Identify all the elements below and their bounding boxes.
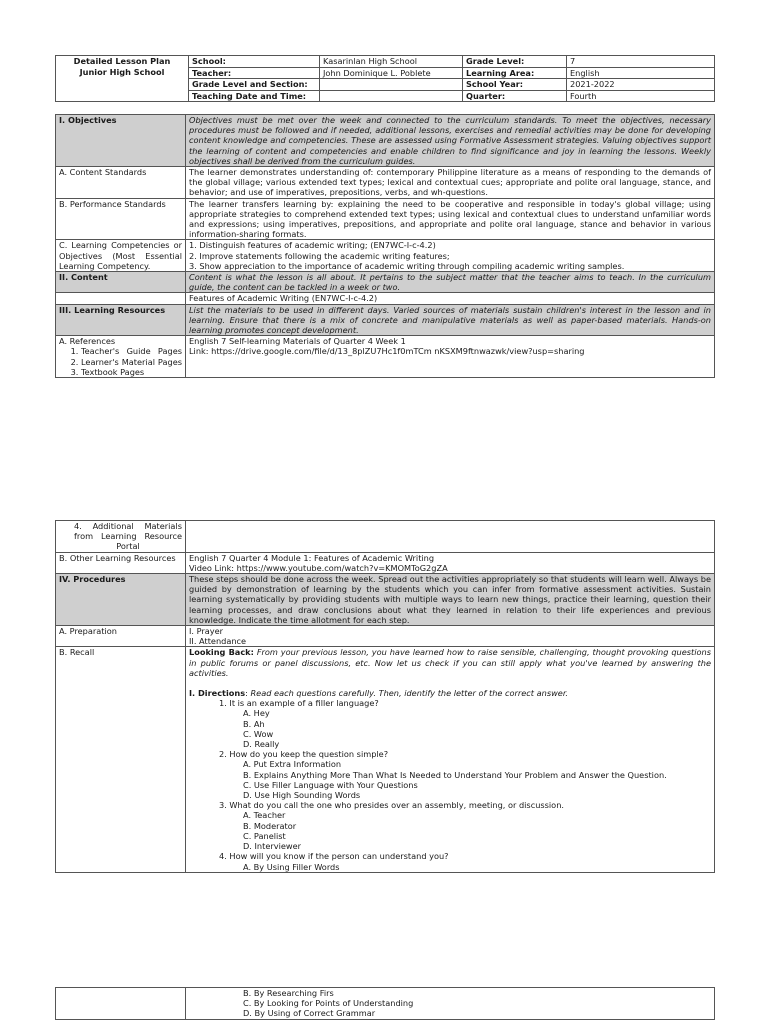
resources-text: List the materials to be used in different days. Varied sources of materials sustain children's interest in the lesson and in learning. Ensure that there is a mix of concrete and manipulative materials as well as paper-based materials. Hands-on learning promotes concept development. <box>186 304 715 336</box>
title-line-2: Junior High School <box>79 66 165 77</box>
objectives-label: I. Objectives <box>56 115 186 167</box>
q3-choice-c: C. Panelist <box>243 830 286 841</box>
preparation-row <box>56 626 715 647</box>
q1-choice-c: C. Wow <box>243 728 274 739</box>
q2-choice-d: D. Use High Sounding Words <box>243 790 361 801</box>
q4-choice-a: A. By Using Filler Words <box>243 861 340 872</box>
question-4: 4. How will you know if the person can understand you? <box>219 851 449 862</box>
grade-section-value <box>320 79 463 91</box>
content-label: II. Content <box>56 272 186 293</box>
recall-continued <box>186 988 715 1020</box>
recall-row <box>56 647 715 872</box>
q4-choice-d: D. By Using of Correct Grammar <box>243 1008 376 1019</box>
preparation-prayer: I. Prayer <box>189 626 224 637</box>
quarter-label: Quarter: <box>463 90 567 102</box>
objectives-row <box>56 115 715 167</box>
content-row <box>56 272 715 293</box>
content-topic: Features of Academic Writing (EN7WC-I-c-4.2) <box>186 293 715 304</box>
competency-item: 3. Show appreciation to the importance of academic writing through compiling academic writing samples. <box>189 260 625 271</box>
other-resources-row <box>56 552 715 573</box>
q2-choice-b: B. Explains Anything More Than What Is Needed to Understand Your Problem and Answer the Question. <box>243 769 667 780</box>
teaching-date-label: Teaching Date and Time: <box>189 90 320 102</box>
content-standards-label: A. Content Standards <box>56 167 186 199</box>
teachers-guide-pages: 1. Teacher's Guide Pages <box>81 346 182 356</box>
q2-choice-a: A. Put Extra Information <box>243 759 342 770</box>
competency-item: 2. Improve statements following the academic writing features; <box>189 250 450 261</box>
question-1: 1. It is an example of a filler language? <box>219 698 379 709</box>
competency-item: 1. Distinguish features of academic writing; (EN7WC-I-c-4.2) <box>189 240 436 251</box>
directions-line: I. Directions: Read each questions carefully. Then, identify the letter of the correct answer. <box>189 688 569 699</box>
lesson-table-page-1 <box>55 114 715 378</box>
quarter-value: Fourth <box>567 90 715 102</box>
lesson-plan-title <box>56 56 189 102</box>
other-resources-values <box>186 552 715 573</box>
content-text: Content is what the lesson is all about. It pertains to the subject matter that the teacher aims to teach. In the curriculum guide, the content can be tackled in a week or two. <box>186 272 715 293</box>
q1-choice-b: B. Ah <box>243 718 265 729</box>
other-resources-label: B. Other Learning Resources <box>56 552 186 573</box>
school-value: Kasarinlan High School <box>320 56 463 68</box>
recall-content <box>186 647 715 872</box>
resources-row <box>56 304 715 336</box>
recall-label: B. Recall <box>56 647 186 872</box>
content-standards-text: The learner demonstrates understanding of: contemporary Philippine literature as a means of responding to the demands of the global village; various extended text types; lexical and contextual cues; appropriate and polite oral language, stance, and behavior; and use of imperatives, prepositions, verbs, and wh-questions. <box>186 167 715 199</box>
q3-choice-d: D. Interviewer <box>243 841 301 852</box>
school-year-value: 2021-2022 <box>567 79 715 91</box>
teacher-value: John Dominique L. Poblete <box>320 67 463 79</box>
school-label: School: <box>189 56 320 68</box>
competencies-label: C. Learning Competencies or Objectives (Most Essential Learning Competency. <box>56 240 186 272</box>
directions-text: Read each questions carefully. Then, identify the letter of the correct answer. <box>250 688 569 699</box>
learning-area-label: Learning Area: <box>463 67 567 79</box>
looking-back-title: Looking Back: <box>189 647 254 658</box>
content-topic-row <box>56 293 715 304</box>
references-cell <box>56 336 186 378</box>
teaching-date-value <box>320 90 463 102</box>
q4-choice-b: B. By Researching Firs <box>243 988 334 998</box>
reference-material: English 7 Self-learning Materials of Quarter 4 Week 1 <box>189 336 406 347</box>
grade-section-label: Grade Level and Section: <box>189 79 320 91</box>
lesson-table-page-3 <box>55 987 715 1020</box>
additional-materials-row <box>56 521 715 553</box>
resources-label: III. Learning Resources <box>56 304 186 336</box>
references-sublist <box>59 346 182 377</box>
preparation-label: A. Preparation <box>56 626 186 647</box>
references-label: A. References <box>59 336 116 347</box>
lesson-table-page-2 <box>55 520 715 873</box>
q3-choice-a: A. Teacher <box>243 810 286 821</box>
objectives-text: Objectives must be met over the week and connected to the curriculum standards. To meet the objectives, necessary procedures must be followed and if needed, additional lessons, exercises and remedial activities may be done for developing content knowledge and competencies. These are assessed using Formative Assessment strategies. Valuing objectives support the learning of content and competencies and enable children to find significance and joy in learning the lessons. Weekly objectives shall be derived from the curriculum guides. <box>186 115 715 167</box>
grade-level-label: Grade Level: <box>463 56 567 68</box>
q1-choice-d: D. Really <box>243 739 280 750</box>
procedures-label: IV. Procedures <box>56 574 186 626</box>
learners-material-pages: 2. Learner's Material Pages <box>81 357 182 367</box>
preparation-items <box>186 626 715 647</box>
other-resource-module: English 7 Quarter 4 Module 1: Features of Academic Writing <box>189 552 435 563</box>
content-standards-row <box>56 167 715 199</box>
directions-title: I. Directions <box>189 688 246 699</box>
additional-materials-label: 4. Additional Materials from Learning Resource Portal <box>56 521 186 553</box>
textbook-pages: 3. Textbook Pages <box>81 367 182 377</box>
looking-back-paragraph <box>189 647 711 678</box>
title-line-1: Detailed Lesson Plan <box>73 56 171 66</box>
q3-choice-b: B. Moderator <box>243 820 297 831</box>
question-3: 3. What do you call the one who presides over an assembly, meeting, or discussion. <box>219 800 564 811</box>
school-year-label: School Year: <box>463 79 567 91</box>
references-row <box>56 336 715 378</box>
header-table <box>55 55 715 102</box>
learning-area-value: English <box>567 67 715 79</box>
looking-back-text: From your previous lesson, you have learned how to raise sensible, challenging, thought provoking questions in public forums or panel discussions, etc. Now let us check if you can still apply what you've learned by answering the activities. <box>189 647 711 678</box>
recall-continued-row <box>56 988 715 1020</box>
performance-standards-label: B. Performance Standards <box>56 198 186 240</box>
performance-standards-row <box>56 198 715 240</box>
preparation-attendance: II. Attendance <box>189 636 247 647</box>
q2-choice-c: C. Use Filler Language with Your Questions <box>243 779 418 790</box>
performance-standards-text: The learner transfers learning by: explaining the need to be cooperative and responsible in today's global village; using appropriate strategies to comprehend extended text types; using lexical and contextual clues to understand unfamiliar words and expressions; using imperatives, prepositions, and appropriate and polite oral language, stance and behavior in various information-sharing formats. <box>186 198 715 240</box>
competencies-row <box>56 240 715 272</box>
additional-materials-value <box>186 521 715 553</box>
teacher-label: Teacher: <box>189 67 320 79</box>
procedures-row <box>56 574 715 626</box>
references-values <box>186 336 715 378</box>
grade-level-value: 7 <box>567 56 715 68</box>
reference-link[interactable]: Link: https://drive.google.com/file/d/13_8plZU7Hc1f0mTCm nKSXM9ftnwazwk/view?usp=sharing <box>189 346 585 357</box>
procedures-text: These steps should be done across the week. Spread out the activities appropriately so that students will learn well. Always be guided by demonstration of learning by the students which you can infer from formative assessment activities. Sustain learning systematically by providing students with multiple ways to learn new things, practice their learning, question their learning processes, and draw conclusions about what they learned in relation to their life experiences and previous knowledge. Indicate the time allotment for each step. <box>186 574 715 626</box>
q1-choice-a: A. Hey <box>243 708 270 719</box>
competencies-list <box>186 240 715 272</box>
question-2: 2. How do you keep the question simple? <box>219 749 389 760</box>
q4-choice-c: C. By Looking for Points of Understanding <box>243 998 414 1009</box>
other-resource-video-link[interactable]: Video Link: https://www.youtube.com/watch?v=KMOMToG2gZA <box>189 562 448 573</box>
